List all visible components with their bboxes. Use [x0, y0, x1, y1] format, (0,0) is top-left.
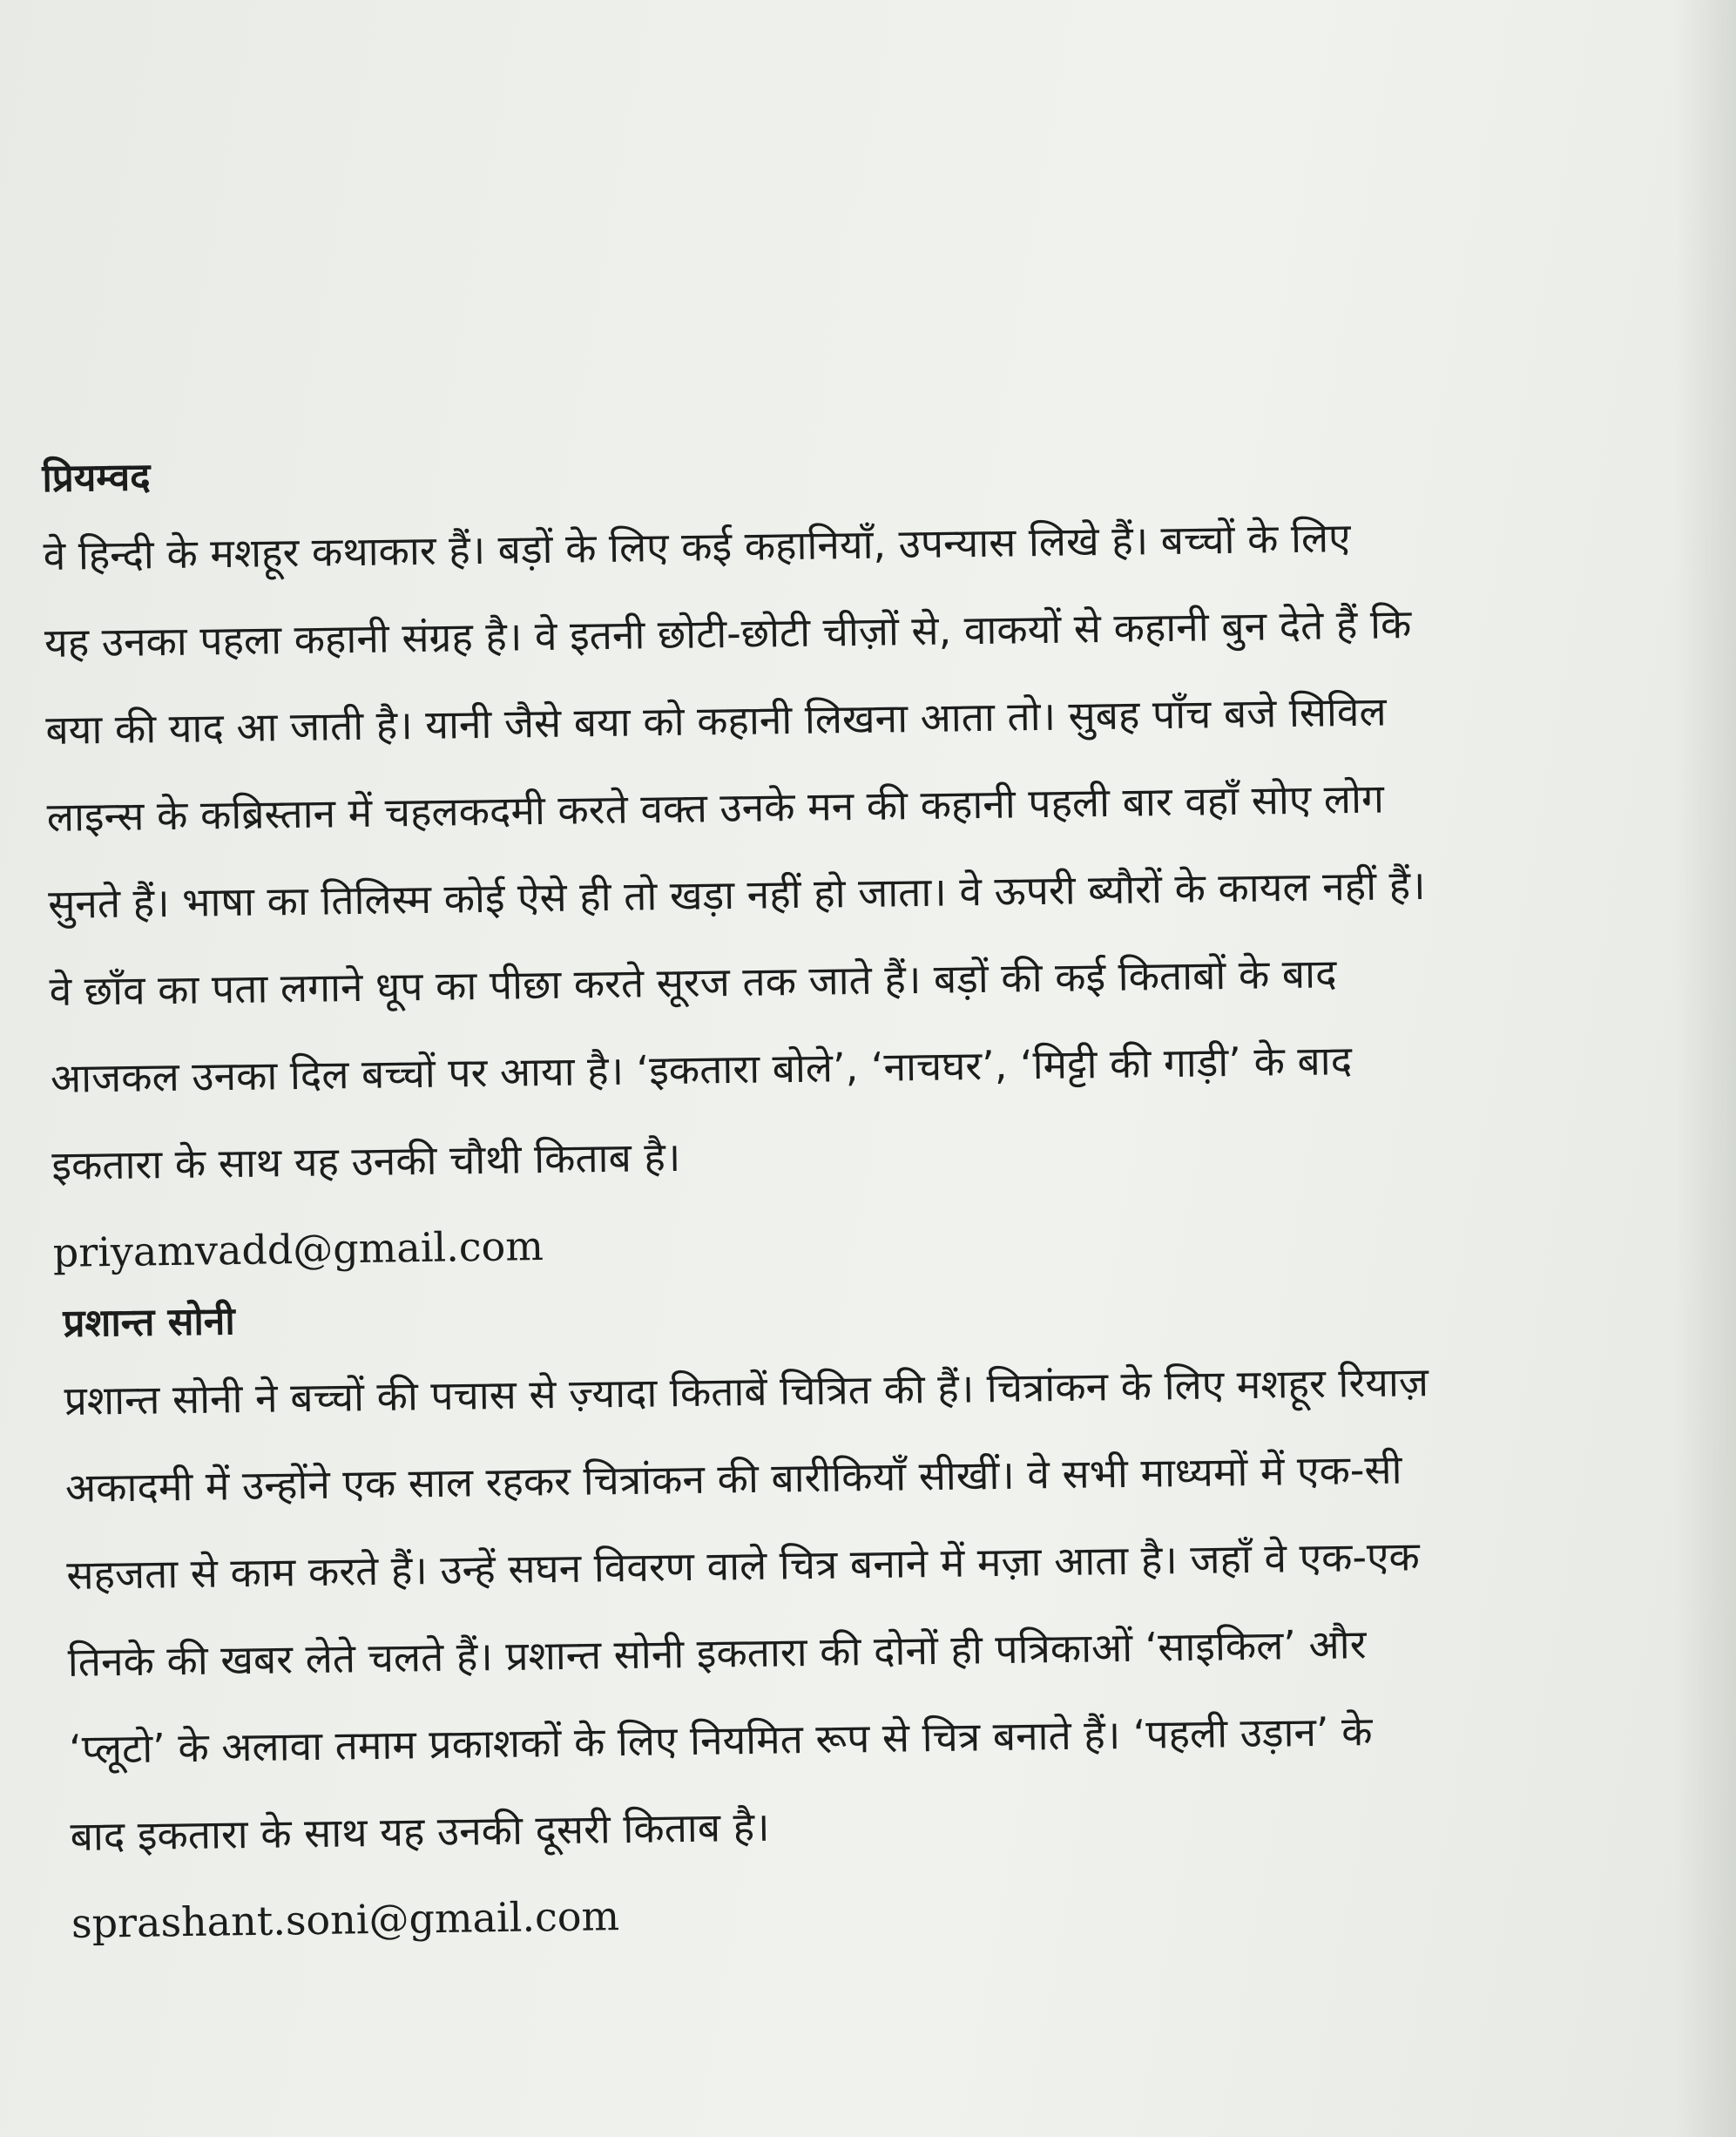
bio-line: बाद इकतारा के साथ यह उनकी दूसरी किताब है। [70, 1802, 770, 1860]
bio-line: यह उनका पहला कहानी संग्रह है। वे इतनी छोटी-छोटी चीज़ों से, वाकयों से कहानी बुन देते हैं कि [44, 600, 1412, 666]
illustrator-bio [63, 1276, 1631, 1967]
bio-line: सुनते हैं। भाषा का तिलिस्म कोई ऐसे ही तो खड़ा नहीं हो जाता। वे ऊपरी ब्यौरों के कायल नहीं हैं। [47, 861, 1426, 928]
bio-line: प्रशान्त सोनी ने बच्चों की पचास से ज़्यादा किताबें चित्रित की हैं। चित्रांकन के लिए मशहूर रियाज़ [64, 1358, 1429, 1424]
bio-line: वे छाँव का पता लगाने धूप का पीछा करते सूरज तक जाते हैं। बड़ों की कई किताबों के बाद [49, 950, 1337, 1015]
bio-line: ‘प्लूटो’ के अलावा तमाम प्रकाशकों के लिए नियमित रूप से चित्र बनाते हैं। ‘पहली उड़ान’ के [68, 1708, 1373, 1773]
bio-line: लाइन्स के कब्रिस्तान में चहलकदमी करते वक्त उनके मन की कहानी पहली बार वहाँ सोए लोग [46, 774, 1385, 841]
illustrator-name: प्रशान्त सोनी [63, 1299, 236, 1346]
bio-line: बया की याद आ जाती है। यानी जैसे बया को कहानी लिखना आता तो। सुबह पाँच बजे सिविल [45, 687, 1387, 754]
bio-line: वे हिन्दी के मशहूर कथाकार हैं। बड़ों के लिए कई कहानियाँ, उपन्यास लिखे हैं। बच्चों के लिए [43, 514, 1351, 579]
author-email: priyamvadd@gmail.com [52, 1222, 544, 1276]
bio-line: इकतारा के साथ यह उनकी चौथी किताब है। [51, 1133, 681, 1189]
bio-line: आजकल उनका दिल बच्चों पर आया है। ‘इकतारा बोले’, ‘नाचघर’, ‘मिट्टी की गाड़ी’ के बाद [50, 1037, 1353, 1102]
bio-line: अकादमी में उन्होंने एक साल रहकर चित्रांकन की बारीकियाँ सीखीं। वे सभी माध्यमों में एक-सी [64, 1445, 1402, 1511]
author-bio [42, 431, 1604, 1296]
illustrator-email: sprashant.soni@gmail.com [71, 1892, 620, 1947]
author-name: प्रियम्वद [42, 455, 151, 501]
bio-line: सहजता से काम करते हैं। उन्हें सघन विवरण वाले चित्र बनाने में मज़ा आता है। जहाँ वे एक-एक [66, 1532, 1421, 1599]
bio-line: तिनके की खबर लेते चलते हैं। प्रशान्त सोनी इकतारा की दोनों ही पत्रिकाओं ‘साइकिल’ और [67, 1620, 1367, 1686]
